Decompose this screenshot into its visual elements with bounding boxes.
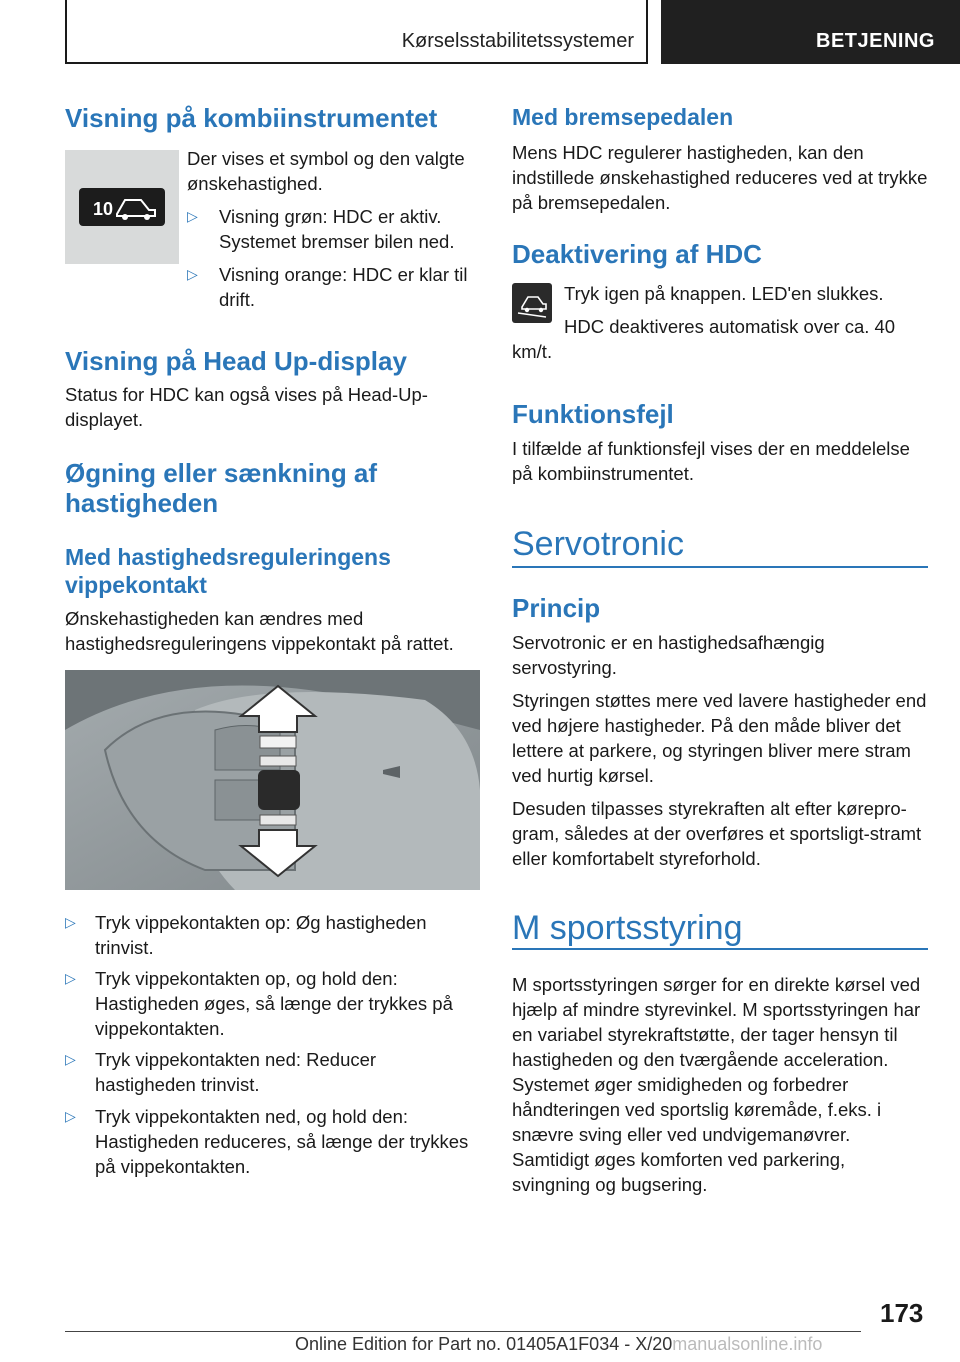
triangle-bullet-icon: ▷ (65, 914, 76, 930)
page-number: 173 (880, 1298, 924, 1328)
heading-kombi: Visning på kombiinstrumentet (65, 103, 438, 133)
princip-p2: Styringen støttes mere ved lavere hastigheder end ved højere hastigheder. På den måde bliver det lettere at parkere, og styringen bliver mere stram ved hurtig kørsel. (512, 690, 927, 786)
heading-servotronic: Servotronic (512, 525, 684, 563)
heading-oegning: Øgning eller sænkning af hastigheden (65, 458, 378, 518)
heading-fejl: Funktionsfejl (512, 399, 674, 429)
head-up-text: Status for HDC kan også vises på Head-Up-displayet. (65, 384, 428, 430)
vippe-bullet: ▷ Tryk vippekontakten op, og hold den: Hastigheden øges, så længe der trykkes på vippekontakten. (65, 968, 453, 1039)
vippe-bullet: ▷ Tryk vippekontakten ned, og hold den: Hastigheden reduceres, så længe der trykkes på vippekontakten. (65, 1106, 469, 1177)
heading-bremse: Med bremsepedalen (512, 104, 734, 130)
section-rule (512, 566, 928, 568)
kombi-display-image (65, 150, 179, 264)
vippe-bullet: ▷ Tryk vippekontakten ned: Reducer hastigheden trinvist. (65, 1049, 377, 1095)
heading-vippe: Med hastighedsreguleringens vippekontakt (65, 544, 391, 598)
bremse-text: Mens HDC regulerer hastigheden, kan den indstillede ønskehastighed reduceres ved at trykke på bremsepedalen. (512, 142, 928, 213)
triangle-bullet-icon: ▷ (187, 208, 198, 224)
chapter-tab-label: BETJENING (816, 30, 935, 52)
princip-p1: Servotronic er en hastighedsafhængig servostyring. (512, 632, 825, 678)
vippe-text: Ønskehastigheden kan ændres med hastighedsreguleringens vippekontakt på rattet. (65, 608, 454, 654)
deakt-text2: HDC deaktiveres automatisk over ca. 40 km/t. (512, 316, 896, 362)
triangle-bullet-icon: ▷ (65, 1051, 76, 1067)
edition-text: Online Edition for Part no. 01405A1F034 - X/20 (295, 1334, 673, 1354)
footer-rule (65, 1331, 861, 1332)
hdc-speed-text: 10 (93, 199, 114, 219)
section-rule (512, 948, 928, 950)
deakt-text1: Tryk igen på knappen. LED'en slukkes. (564, 283, 884, 304)
msport-text: M sportsstyringen sørger for en direkte kørsel ved hjælp af mindre styrevinkel. M sportsstyringen har en variabel styrekraftstøtte, der tager hensyn til hastigheden og den tværgående acceleration. Systemet øger smidigheden og forbedrer håndteringen ved sportslig køremåde, f.eks. i snævre sving eller ved undvigemanøvrer. Samtidigt øges komforten ved parkering, svingning og bugsering. (512, 974, 921, 1195)
footer-edition (295, 1334, 822, 1355)
chapter-tab[interactable] (661, 0, 960, 64)
vippe-bullet: ▷ Tryk vippekontakten op: Øg hastigheden trinvist. (65, 912, 427, 958)
kombi-bullet: ▷ Visning orange: HDC er klar til drift. (187, 264, 468, 310)
heading-princip: Princip (512, 593, 601, 623)
section-title: Kørselsstabilitetssystemer (401, 30, 634, 52)
princip-p3: Desuden tilpasses styrekraften alt efter køreprogram, således at der overføres et sportsligt-stramt eller komfortabelt styreforhold. (512, 798, 922, 869)
watermark-text: manualsonline.info (672, 1334, 823, 1354)
kombi-text: Der vises et symbol og den valgte ønskehastighed. (187, 148, 465, 194)
heading-deakt: Deaktivering af HDC (512, 239, 762, 269)
heading-msport: M sportsstyring (512, 909, 743, 947)
kombi-bullet: ▷ Visning grøn: HDC er aktiv. Systemet bremser bilen ned. (187, 206, 455, 252)
steering-wheel-image (65, 670, 480, 890)
fejl-text: I tilfælde af funktionsfejl vises der en meddelelse på kombiinstrumentet. (512, 438, 910, 484)
triangle-bullet-icon: ▷ (187, 266, 198, 282)
triangle-bullet-icon: ▷ (65, 1108, 76, 1124)
triangle-bullet-icon: ▷ (65, 970, 76, 986)
steering-wheel-icon (65, 670, 480, 890)
hdc-display-icon (65, 150, 179, 264)
header-frame (65, 0, 648, 64)
heading-head-up: Visning på Head Up-display (65, 346, 407, 376)
